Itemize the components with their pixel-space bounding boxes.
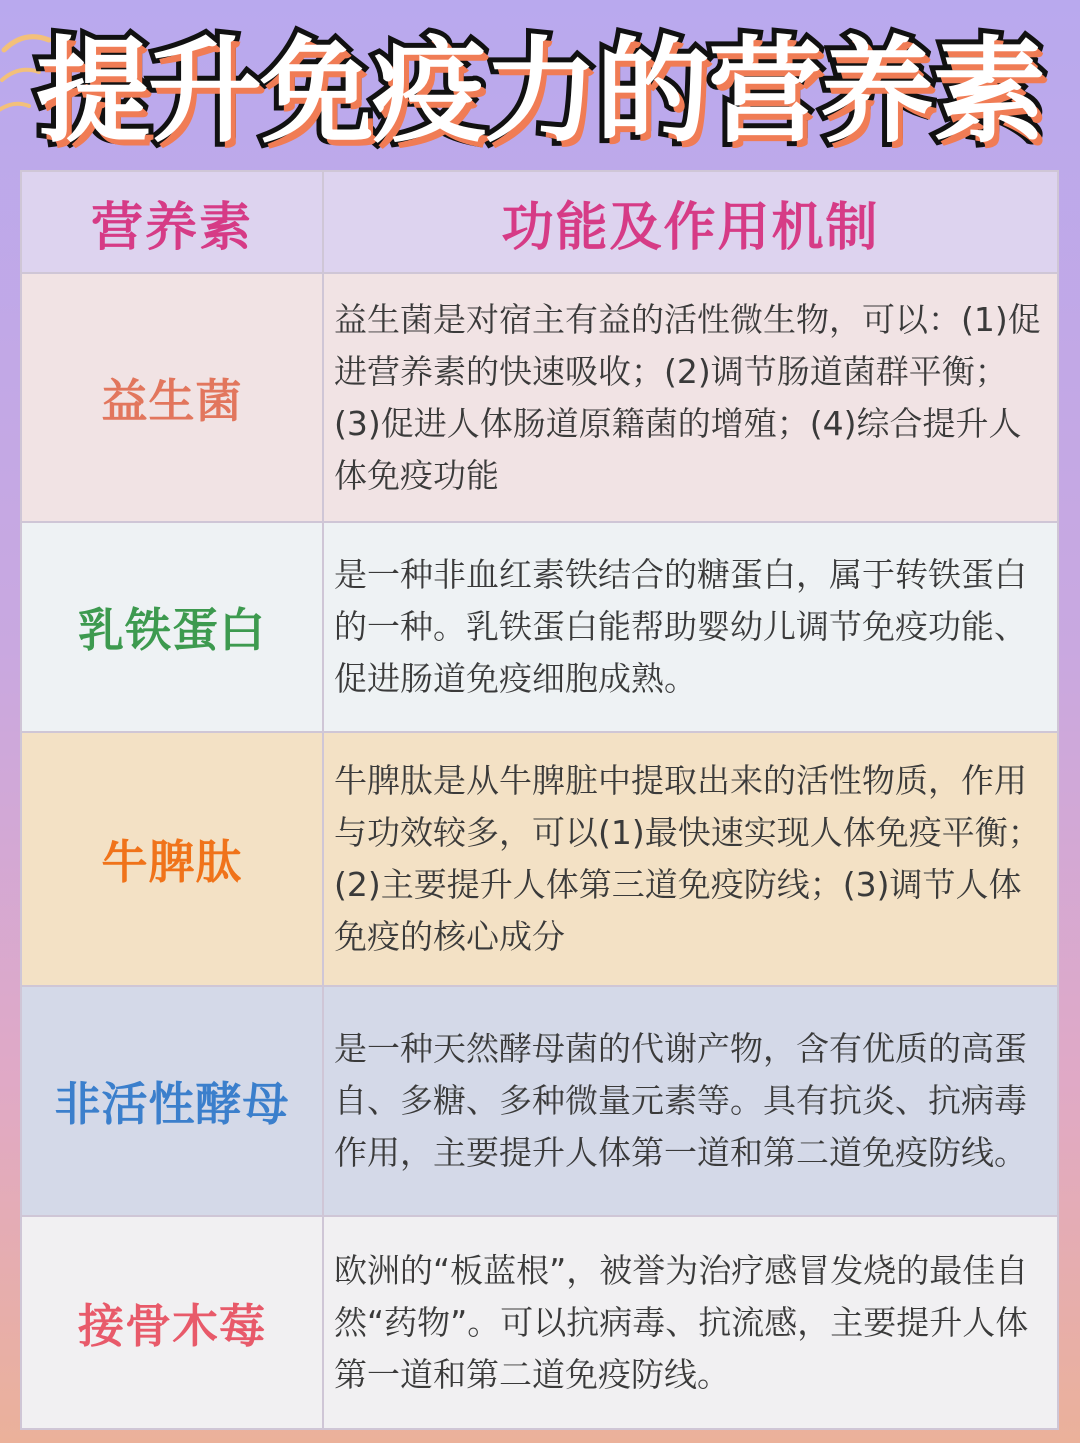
table-header-row (21, 171, 1058, 273)
nutrient-description: 是一种非血红素铁结合的糖蛋白，属于转铁蛋白的一种。乳铁蛋白能帮助婴幼儿调节免疫功能、促进肠道免疫细胞成熟。 (323, 522, 1058, 732)
nutrient-table (20, 170, 1059, 1430)
nutrient-name: 接骨木莓 (21, 1216, 323, 1429)
nutrient-name: 乳铁蛋白 (21, 522, 323, 732)
header-function: 功能及作用机制 (323, 171, 1058, 273)
nutrient-name: 非活性酵母 (21, 986, 323, 1216)
table-row (21, 986, 1058, 1216)
nutrient-description: 牛脾肽是从牛脾脏中提取出来的活性物质，作用与功效较多，可以(1)最快速实现人体免疫平衡；(2)主要提升人体第三道免疫防线；(3)调节人体免疫的核心成分 (323, 732, 1058, 986)
table-row (21, 522, 1058, 732)
nutrient-description: 欧洲的“板蓝根”，被誉为治疗感冒发烧的最佳自然“药物”。可以抗病毒、抗流感，主要提升人体第一道和第二道免疫防线。 (323, 1216, 1058, 1429)
nutrient-name: 牛脾肽 (21, 732, 323, 986)
nutrient-description: 是一种天然酵母菌的代谢产物，含有优质的高蛋自、多糖、多种微量元素等。具有抗炎、抗病毒作用，主要提升人体第一道和第二道免疫防线。 (323, 986, 1058, 1216)
table-row (21, 273, 1058, 522)
table-row (21, 1216, 1058, 1429)
header-nutrient: 营养素 (21, 171, 323, 273)
nutrient-name: 益生菌 (21, 273, 323, 522)
nutrient-description: 益生菌是对宿主有益的活性微生物，可以：(1)促进营养素的快速吸收；(2)调节肠道菌群平衡；(3)促进人体肠道原籍菌的增殖；(4)综合提升人体免疫功能 (323, 273, 1058, 522)
table-row (21, 732, 1058, 986)
page-title: 提升免疫力的营养素 (35, 25, 1044, 158)
